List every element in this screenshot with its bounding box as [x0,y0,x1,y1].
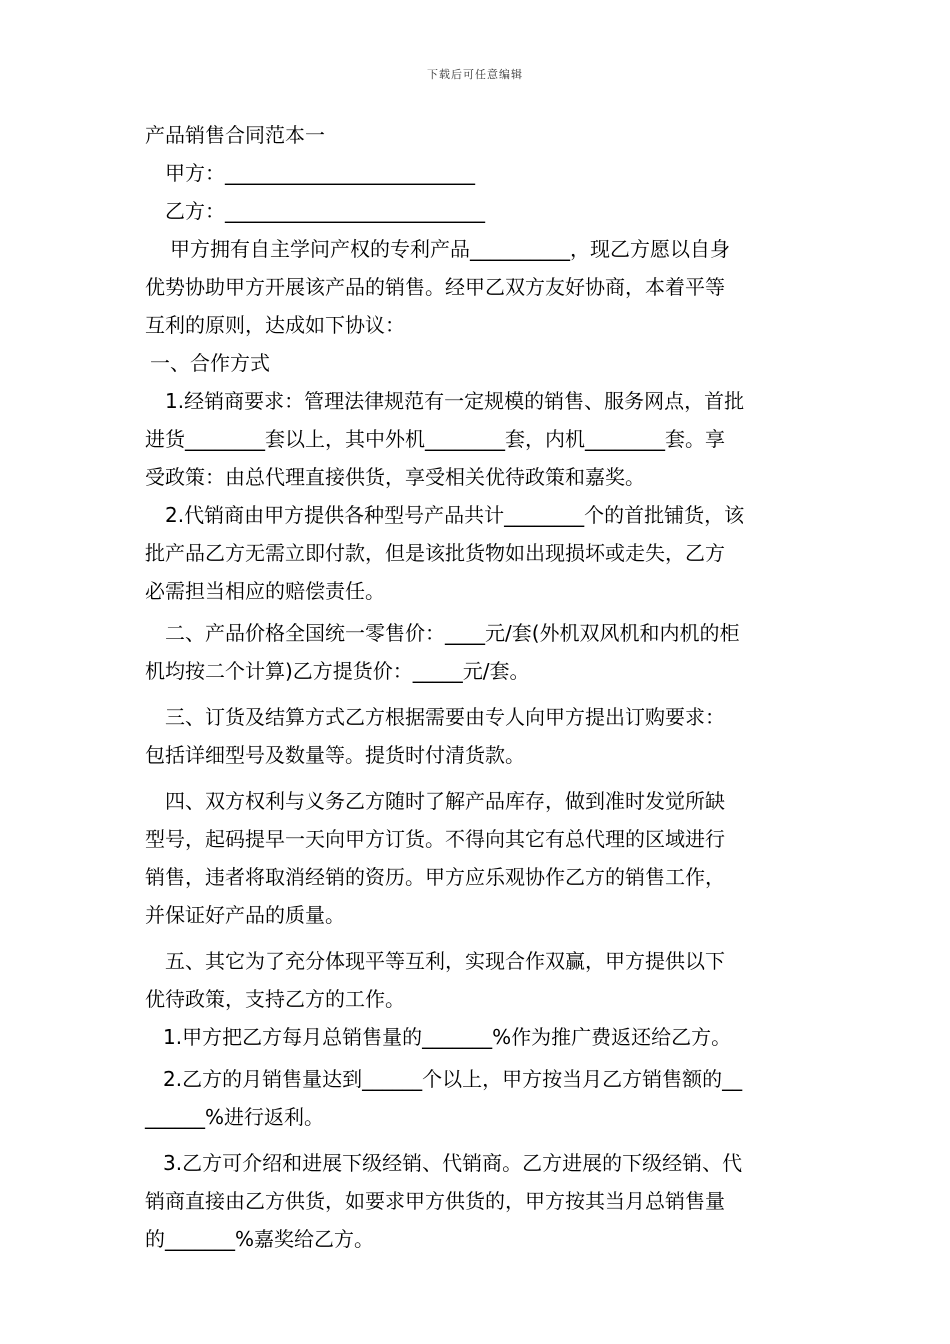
section-5-item-2 [145,1060,807,1136]
text-line: 进货________套以上，其中外机________套，内机________套。享 [145,427,725,451]
text-line: 甲方拥有自主学问产权的专利产品__________，现乙方愿以自身 [170,237,730,261]
item-2-paragraph [145,496,807,610]
party-a-line: 甲方：_________________________ [165,161,475,185]
text-line: 的_______%嘉奖给乙方。 [145,1227,375,1251]
section-5-paragraph [145,942,807,1018]
text-line: 互利的原则，达成如下协议： [145,313,405,337]
section-5-item-3 [145,1144,807,1258]
text-line: 受政策：由总代理直接供货，享受相关优待政策和嘉奖。 [145,465,645,489]
text-line: 批产品乙方无需立即付款，但是该批货物如出现损坏或走失，乙方 [145,541,725,565]
section-4-paragraph [145,782,807,934]
text-line: 销商直接由乙方供货，如要求甲方供货的，甲方按其当月总销售量 [145,1189,725,1213]
text-line: 必需担当相应的赔偿责任。 [145,579,385,603]
intro-paragraph [145,230,807,344]
item-1-paragraph [145,382,807,496]
text-line: 并保证好产品的质量。 [145,903,345,927]
text-line: 1.经销商要求：管理法律规范有一定规模的销售、服务网点，首批 [165,389,745,413]
section-2-paragraph [145,614,807,690]
text-line: 优待政策，支持乙方的工作。 [145,987,405,1011]
text-line: 2.乙方的月销售量达到______个以上，甲方按当月乙方销售额的__ [163,1067,743,1091]
section-3-paragraph [145,698,807,774]
text-line: ______%进行返利。 [145,1105,325,1129]
text-line: 包括详细型号及数量等。提货时付清货款。 [145,743,525,767]
section-heading-1: 一、合作方式 [150,351,270,375]
document-title: 产品销售合同范本一 [145,123,325,147]
text-line: 3.乙方可介绍和进展下级经销、代销商。乙方进展的下级经销、代 [163,1151,743,1175]
text-line: 2.代销商由甲方提供各种型号产品共计________个的首批铺货，该 [165,503,745,527]
header-note: 下载后可任意编辑 [427,68,523,81]
text-line: 型号，起码提早一天向甲方订货。不得向其它有总代理的区域进行 [145,827,725,851]
text-line: 优势协助甲方开展该产品的销售。经甲乙双方友好协商，本着平等 [145,275,725,299]
text-line: 三、订货及结算方式乙方根据需要由专人向甲方提出订购要求： [165,705,725,729]
party-b-line: 乙方：__________________________ [165,199,485,223]
text-line: 五、其它为了充分体现平等互利，实现合作双赢，甲方提供以下 [165,949,725,973]
text-line: 机均按二个计算)乙方提货价：_____元/套。 [145,659,530,683]
text-line: 四、双方权利与义务乙方随时了解产品库存，做到准时发觉所缺 [165,789,725,813]
text-line: 销售，违者将取消经销的资历。甲方应乐观协作乙方的销售工作， [145,865,725,889]
text-line: 二、产品价格全国统一零售价：____元/套(外机双风机和内机的柜 [165,621,740,645]
document-body [145,116,807,1258]
section-5-item-1: 1.甲方把乙方每月总销售量的_______%作为推广费返还给乙方。 [163,1025,732,1049]
